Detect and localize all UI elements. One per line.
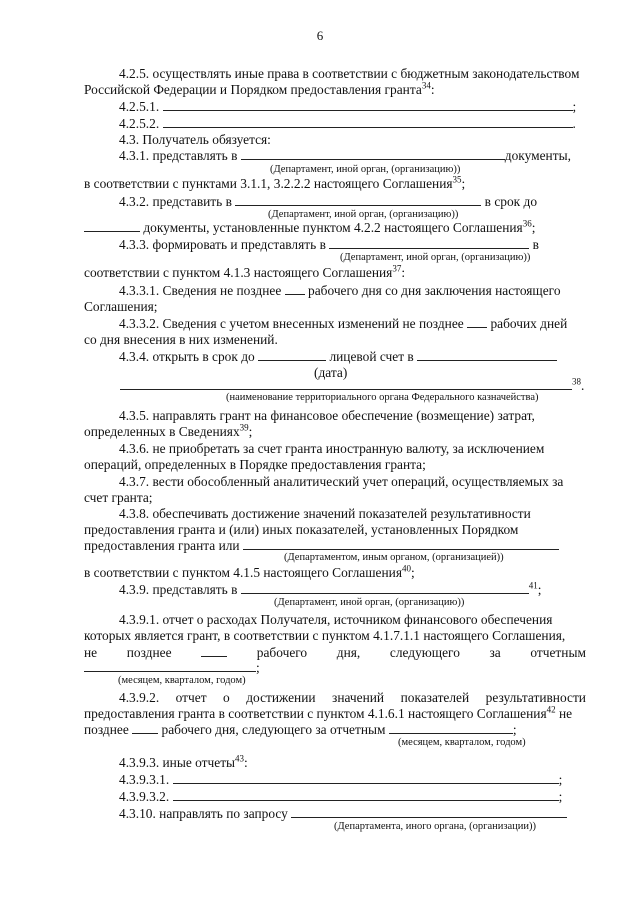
word: позднее bbox=[126, 645, 172, 660]
text: : bbox=[244, 755, 248, 770]
text: в соответствии с пунктом 4.1.5 настоящего Соглашения bbox=[84, 565, 402, 580]
text-line bbox=[84, 82, 586, 98]
blank-field[interactable] bbox=[241, 148, 505, 160]
blank-field[interactable] bbox=[417, 349, 557, 361]
caption: (месяцем, кварталом, годом) bbox=[398, 737, 526, 748]
text: 4.3.6. не приобретать за счет гранта иностранную валюту, за исключением bbox=[119, 441, 545, 456]
text-line bbox=[84, 706, 586, 722]
text: 4.2.5.1. bbox=[119, 99, 160, 114]
caption: (Департамента, иного органа, (организации)) bbox=[334, 821, 537, 832]
text: 4.3.3.2. Сведения с учетом внесенных изменений не позднее bbox=[119, 316, 464, 331]
text: ; bbox=[572, 99, 577, 114]
text: ; bbox=[248, 424, 253, 439]
footnote-ref: 40 bbox=[402, 563, 411, 574]
word: показателей bbox=[400, 690, 470, 705]
text-line bbox=[84, 565, 586, 581]
word: 4.3.9.2. bbox=[119, 690, 160, 705]
text: (дата) bbox=[314, 365, 348, 380]
text: 4.3.3.1. Сведения не позднее bbox=[119, 283, 282, 298]
text: 4.2.5.2. bbox=[119, 116, 160, 131]
text-line bbox=[84, 424, 586, 440]
blank-field[interactable] bbox=[84, 660, 256, 672]
item-4-3-2 bbox=[84, 194, 621, 210]
text: . bbox=[581, 378, 585, 393]
item-4-3-9-2 bbox=[84, 690, 586, 706]
text: . bbox=[572, 116, 576, 131]
item-4-3-9-3 bbox=[84, 755, 621, 771]
word: значений bbox=[332, 690, 385, 705]
blank-field[interactable] bbox=[329, 237, 529, 249]
text: в срок до bbox=[484, 194, 538, 209]
caption: (Департамент, иной орган, (организацию)) bbox=[268, 209, 459, 220]
text: 4.2.5. осуществлять иные права в соответствии с бюджетным законодательством bbox=[119, 66, 580, 81]
text-line bbox=[84, 332, 586, 348]
item-4-3-8 bbox=[84, 506, 621, 522]
text: ; bbox=[537, 582, 542, 597]
text-line bbox=[84, 522, 586, 538]
caption: (наименование территориального органа Федерального казначейства) bbox=[226, 392, 539, 403]
text: : bbox=[430, 82, 435, 97]
footnote-ref: 41 bbox=[528, 580, 538, 591]
item-4-3-9-1 bbox=[84, 612, 621, 628]
word: достижении bbox=[246, 690, 316, 705]
text: документы, установленные пунктом 4.2.2 настоящего Соглашения bbox=[143, 220, 523, 235]
item-4-3-5 bbox=[84, 408, 621, 424]
item-4-2-5-1 bbox=[84, 99, 621, 115]
text: позднее bbox=[84, 722, 129, 737]
word: о bbox=[223, 690, 230, 705]
footnote-ref: 38 bbox=[572, 376, 581, 387]
text: рабочего дня со дня заключения настоящего bbox=[308, 283, 561, 298]
text: рабочих дней bbox=[490, 316, 568, 331]
word: за bbox=[489, 645, 501, 660]
text: ; bbox=[531, 220, 536, 235]
item-4-2-5-2 bbox=[84, 116, 621, 132]
text: не bbox=[558, 706, 573, 721]
footnote-ref: 34 bbox=[421, 80, 431, 91]
item-4-3-9 bbox=[84, 582, 621, 598]
item-4-3-10 bbox=[84, 806, 621, 822]
blank-field[interactable] bbox=[258, 349, 326, 361]
caption: (Департамент, иной орган, (организацию)) bbox=[274, 597, 465, 608]
page-number: 6 bbox=[316, 28, 324, 43]
text: документы, bbox=[504, 148, 571, 163]
caption: (Департаментом, иным органом, (организацией)) bbox=[284, 552, 504, 563]
text: которых является грант, в соответствии с пунктом 4.1.7.1.1 настоящего Соглашения, bbox=[84, 628, 566, 643]
text: 4.3.9.1. отчет о расходах Получателя, источником финансового обеспечения bbox=[119, 612, 553, 627]
text: в соответствии с пунктами 3.1.1, 3.2.2.2 настоящего Соглашения bbox=[84, 176, 453, 191]
word: отчетным bbox=[530, 645, 586, 660]
word: результативности bbox=[485, 690, 586, 705]
blank-field[interactable] bbox=[291, 806, 567, 818]
text: 4.3.2. представить в bbox=[119, 194, 232, 209]
word: рабочего bbox=[256, 645, 308, 660]
text-line bbox=[84, 490, 586, 506]
blank-field[interactable] bbox=[467, 316, 487, 328]
text-line bbox=[84, 265, 586, 281]
text: со дня внесения в них изменений. bbox=[84, 332, 278, 347]
text: ; bbox=[512, 722, 517, 737]
text-line bbox=[84, 722, 586, 738]
text: : bbox=[401, 265, 406, 280]
text: 4.3.7. вести обособленный аналитический учет операций, осуществляемых за bbox=[119, 474, 564, 489]
text-line bbox=[84, 176, 586, 192]
item-4-3-7 bbox=[84, 474, 621, 490]
text: 4.3.1. представлять в bbox=[119, 148, 238, 163]
item-4-3-6 bbox=[84, 441, 621, 457]
blank-field[interactable] bbox=[163, 99, 573, 111]
item-4-3-9-3-1 bbox=[84, 772, 621, 788]
item-4-3-9-3-2 bbox=[84, 789, 621, 805]
blank-field[interactable] bbox=[120, 378, 572, 390]
caption: (Департамент, иной орган, (организацию)) bbox=[270, 164, 461, 175]
word: не bbox=[84, 645, 98, 660]
footnote-ref: 39 bbox=[239, 422, 249, 433]
text: счет гранта; bbox=[84, 490, 153, 505]
blank-field[interactable] bbox=[285, 283, 305, 295]
caption: (Департамент, иной орган, (организацию)) bbox=[340, 252, 531, 263]
blank-field[interactable] bbox=[163, 116, 573, 128]
text: лицевой счет в bbox=[329, 349, 414, 364]
text: 4.3.9.3. иные отчеты bbox=[119, 755, 236, 770]
word: дня, bbox=[336, 645, 361, 660]
text: ; bbox=[411, 565, 415, 580]
item-4-3-4 bbox=[84, 349, 621, 365]
text: соответствии с пунктом 4.1.3 настоящего Соглашения bbox=[84, 265, 393, 280]
paragraph-4-2-5 bbox=[84, 66, 621, 82]
text: 4.3.8. обеспечивать достижение значений показателей результативности bbox=[119, 506, 531, 521]
text: 4.3. Получатель обязуется: bbox=[119, 132, 271, 147]
word: следующего bbox=[389, 645, 460, 660]
text: предоставления гранта или bbox=[84, 538, 240, 553]
text-line bbox=[84, 457, 586, 473]
footnote-ref: 35 bbox=[452, 174, 462, 185]
footnote-ref: 36 bbox=[522, 218, 532, 229]
blank-field[interactable] bbox=[201, 645, 227, 657]
text: 4.3.5. направлять грант на финансовое обеспечение (возмещение) затрат, bbox=[119, 408, 535, 423]
blank-field[interactable] bbox=[173, 789, 559, 801]
item-4-3-3-2 bbox=[84, 316, 621, 332]
text: ; bbox=[558, 772, 563, 787]
text: предоставления гранта и (или) иных показателей, установленных Порядком bbox=[84, 522, 519, 537]
text: Российской Федерации и Порядком предоставления гранта bbox=[84, 82, 422, 97]
item-4-3-1 bbox=[84, 148, 621, 164]
caption: (месяцем, кварталом, годом) bbox=[118, 675, 246, 686]
text: Соглашения; bbox=[84, 299, 158, 314]
text: операций, определенных в Порядке предоставления гранта; bbox=[84, 457, 426, 472]
footnote-ref: 37 bbox=[392, 263, 402, 274]
text-line bbox=[84, 299, 586, 315]
text-line bbox=[84, 220, 586, 236]
text: ; bbox=[461, 176, 466, 191]
blank-field[interactable] bbox=[173, 772, 559, 784]
text-line bbox=[84, 660, 586, 676]
text: определенных в Сведениях bbox=[84, 424, 240, 439]
blank-field[interactable] bbox=[132, 722, 158, 734]
text: в bbox=[532, 237, 539, 252]
text: 4.3.4. открыть в срок до bbox=[119, 349, 255, 364]
text: 4.3.3. формировать и представлять в bbox=[119, 237, 326, 252]
text: 4.3.9.3.2. bbox=[119, 789, 170, 804]
justified-line bbox=[84, 645, 586, 661]
blank-field[interactable] bbox=[235, 194, 481, 206]
text: предоставления гранта в соответствии с пунктом 4.1.6.1 настоящего Соглашения bbox=[84, 706, 547, 721]
footnote-ref: 43 bbox=[235, 753, 245, 764]
text: 4.3.9. представлять в bbox=[119, 582, 238, 597]
text: рабочего дня, следующего за отчетным bbox=[161, 722, 386, 737]
blank-field[interactable] bbox=[389, 722, 513, 734]
section-4-3 bbox=[84, 132, 621, 148]
word: отчет bbox=[175, 690, 207, 705]
blank-field[interactable] bbox=[84, 220, 140, 232]
blank-field[interactable] bbox=[241, 582, 529, 594]
text-line bbox=[84, 628, 586, 644]
text: 4.3.9.3.1. bbox=[119, 772, 170, 787]
footnote-ref: 42 bbox=[546, 704, 556, 715]
text: ; bbox=[256, 660, 260, 675]
blank-field[interactable] bbox=[243, 538, 559, 550]
item-4-3-3-1 bbox=[84, 283, 621, 299]
item-4-3-3 bbox=[84, 237, 621, 253]
text: 4.3.10. направлять по запросу bbox=[119, 806, 288, 821]
text: ; bbox=[558, 789, 563, 804]
